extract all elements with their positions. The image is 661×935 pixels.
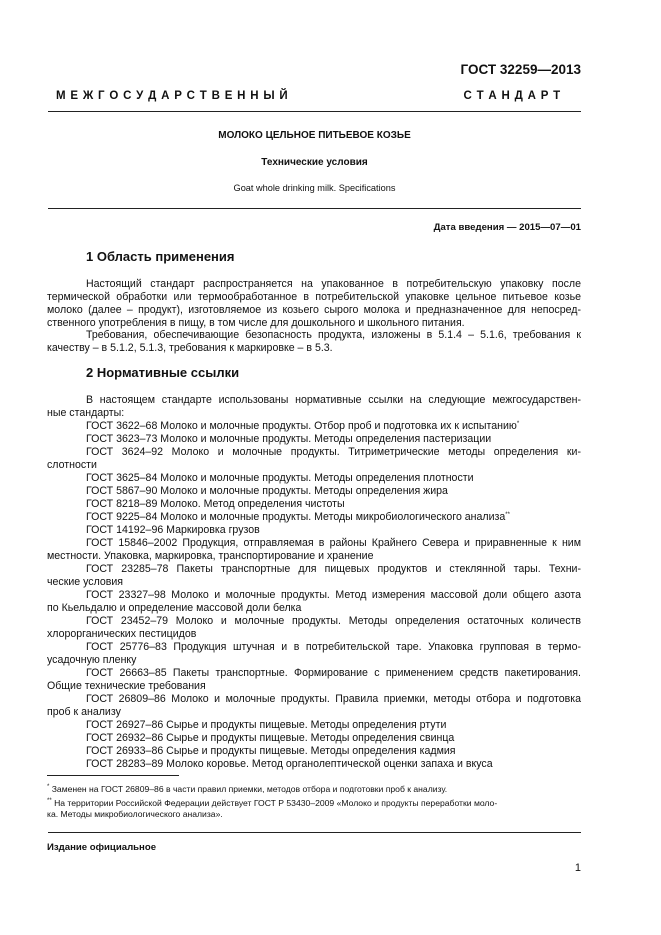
reference-continuation: местности. Упаковка, маркировка, транспортирование и хранение (47, 550, 374, 562)
standard-type-word-1: М Е Ж Г О С У Д А Р С Т В Е Н Н Ы Й (56, 90, 289, 102)
reference-gost-26932: ГОСТ 26932–86 Сырье и продукты пищевые. Методы определения свинца (86, 732, 455, 744)
page-number: 1 (574, 862, 581, 874)
reference-text: ГОСТ 9225–84 Молоко и молочные продукты. Методы микробиологического анализа (86, 511, 506, 523)
document-code: ГОСТ 32259—2013 (460, 62, 581, 77)
document-title: МОЛОКО ЦЕЛЬНОЕ ПИТЬЕВОЕ КОЗЬЕ (218, 130, 411, 141)
standard-type-banner (56, 90, 561, 102)
header-rule (48, 111, 581, 112)
reference-gost-3623: ГОСТ 3623–73 Молоко и молочные продукты. Методы определения пастеризации (86, 433, 492, 445)
reference-gost-25776: ГОСТ 25776–83 Продукция штучная и в потребительской таре. Упаковка групповая в термо- (86, 641, 581, 653)
reference-gost-23285: ГОСТ 23285–78 Пакеты транспортные для пищевых продуктов и стеклянной тары. Техни- (86, 563, 581, 575)
footnote-2 (47, 798, 581, 809)
introduction-date: Дата введения — 2015—07—01 (433, 222, 581, 233)
section-1-line: Требования, обеспечивающие безопасность продукта, изложены в 5.1.4 – 5.1.6, требования к (86, 329, 581, 341)
footer-rule (48, 832, 581, 833)
document-english-title: Goat whole drinking milk. Specifications (233, 183, 396, 193)
footnote-2-continuation: ка. Методы микробиологического анализа». (47, 809, 223, 819)
reference-gost-23452: ГОСТ 23452–79 Молоко и молочные продукты. Методы определения остаточных количеств (86, 615, 581, 627)
section-2-heading: 2 Нормативные ссылки (86, 365, 240, 380)
reference-gost-23327: ГОСТ 23327–98 Молоко и молочные продукты. Метод измерения массовой доли общего азота (86, 589, 581, 601)
reference-gost-14192: ГОСТ 14192–96 Маркировка грузов (86, 524, 260, 536)
reference-gost-15846: ГОСТ 15846–2002 Продукция, отправляемая в районы Крайнего Севера и приравненные к ним (86, 537, 581, 549)
section-1-line: Настоящий стандарт распространяется на упакованное в потребительскую упаковку после (86, 278, 581, 290)
document-subtitle: Технические условия (261, 157, 368, 168)
reference-continuation: слотности (47, 459, 97, 471)
reference-gost-26933: ГОСТ 26933–86 Сырье и продукты пищевые. Методы определения кадмия (86, 745, 456, 757)
official-edition-label: Издание официальное (47, 842, 157, 853)
reference-gost-26663: ГОСТ 26663–85 Пакеты транспортные. Формирование с применением средств пакетирования. (86, 667, 581, 679)
reference-gost-3622 (86, 420, 581, 433)
footnote-mark: * (516, 421, 520, 427)
footnote-mark: ** (505, 512, 510, 518)
section-1-line: термической обработки или термообработанное в потребительской упаковке цельное питьевое козье (47, 291, 581, 303)
reference-gost-3625: ГОСТ 3625–84 Молоко и молочные продукты. Методы определения плотности (86, 472, 474, 484)
reference-continuation: по Кьельдалю и определение массовой доли белка (47, 602, 302, 614)
reference-continuation: ческие условия (47, 576, 124, 588)
title-rule (48, 208, 581, 209)
footnote-rule (47, 775, 179, 776)
standard-type-word-2: С Т А Н Д А Р Т (463, 90, 561, 102)
section-1-heading: 1 Область применения (86, 249, 235, 264)
reference-gost-26927: ГОСТ 26927–86 Сырье и продукты пищевые. Методы определения ртути (86, 719, 447, 731)
reference-gost-3624: ГОСТ 3624–92 Молоко и молочные продукты. Титриметрические методы определения ки- (86, 446, 581, 458)
reference-continuation: усадочную пленку (47, 654, 137, 666)
footnote-1 (47, 784, 581, 795)
reference-gost-9225 (86, 511, 581, 524)
footnote-text: На территории Российской Федерации действует ГОСТ Р 53430–2009 «Молоко и продукты переработки моло- (54, 798, 498, 808)
footnote-text: Заменен на ГОСТ 26809–86 в части правил приемки, методов отбора и подготовки проб к анализу. (51, 784, 448, 794)
section-1-line: молоко (далее – продукт), изготовляемое из козьего сырого молока и предназначенное для непосред- (47, 304, 581, 316)
footnote-mark: * (47, 784, 50, 790)
reference-text: ГОСТ 3622–68 Молоко и молочные продукты. Отбор проб и подготовка их к испытанию (86, 420, 517, 432)
section-1-line: ственного употребления в пищу, в том числе для дошкольного и школьного питания. (47, 317, 465, 329)
reference-gost-5867: ГОСТ 5867–90 Молоко и молочные продукты. Методы определения жира (86, 485, 448, 497)
section-2-line: ные стандарты: (47, 407, 125, 419)
reference-gost-28283: ГОСТ 28283–89 Молоко коровье. Метод органолептической оценки запаха и вкуса (86, 758, 493, 770)
reference-continuation: Общие технические требования (47, 680, 206, 692)
section-1-line: качеству – в 5.1.2, 5.1.3, требования к маркировке – в 5.3. (47, 342, 333, 354)
reference-gost-26809: ГОСТ 26809–86 Молоко и молочные продукты. Правила приемки, методы отбора и подготовка (86, 693, 581, 705)
reference-continuation: хлорорганических пестицидов (47, 628, 197, 640)
reference-continuation: проб к анализу (47, 706, 121, 718)
section-2-line: В настоящем стандарте использованы нормативные ссылки на следующие межгосударствен- (86, 394, 581, 406)
footnote-mark: ** (47, 798, 52, 804)
reference-gost-8218: ГОСТ 8218–89 Молоко. Метод определения чистоты (86, 498, 345, 510)
